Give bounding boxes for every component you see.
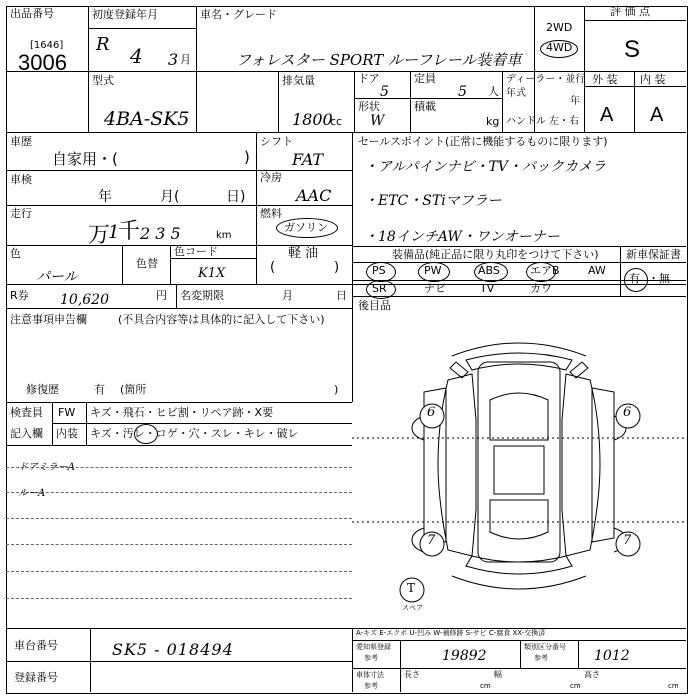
shaken-day: 日) bbox=[226, 189, 246, 205]
reg-label: 登録番号 bbox=[14, 671, 58, 684]
ext-value: A bbox=[600, 104, 614, 126]
car-damage-diagram bbox=[352, 300, 686, 628]
fuel-paren-open: ( bbox=[270, 260, 276, 275]
size-sub: 参考 bbox=[364, 682, 378, 690]
interior-label: 内装 bbox=[56, 427, 78, 440]
shaken-label: 車検 bbox=[10, 173, 32, 186]
ac-label: 冷房 bbox=[260, 171, 282, 184]
chassis-value: SK5 - 018494 bbox=[112, 640, 234, 659]
spare-tire: T bbox=[407, 581, 416, 595]
fw-items: キズ・飛石・ヒビ割・リペア跡・X要 bbox=[90, 406, 274, 419]
capacity-label: 定員 bbox=[414, 72, 436, 85]
car-name-label: 車名・グレード bbox=[200, 8, 277, 21]
load-unit: kg bbox=[486, 115, 500, 128]
mileage-unit: km bbox=[216, 230, 232, 241]
warranty-label: 新車保証書 bbox=[626, 248, 681, 261]
model-label: 型式 bbox=[92, 74, 114, 87]
fuel-paren-close: ) bbox=[334, 260, 340, 275]
disp-label: 排気量 bbox=[282, 74, 315, 87]
equip-airbag-circle bbox=[526, 262, 556, 282]
name-change-month: 月 bbox=[282, 289, 293, 302]
size-label: 車体寸法 bbox=[356, 671, 384, 679]
mileage-label: 走行 bbox=[10, 207, 32, 220]
handle-label: ハンドル 左・右 bbox=[506, 116, 580, 127]
seller-label: 愛知県登録 bbox=[356, 643, 391, 651]
fuel-label: 燃料 bbox=[260, 207, 282, 220]
equip-sr-circle bbox=[366, 280, 396, 299]
remark-1: ドアミラーA bbox=[18, 462, 75, 473]
fuel-gas: ガソリン bbox=[284, 221, 328, 234]
stain-circle bbox=[134, 424, 158, 444]
class-sub: 参考 bbox=[534, 654, 548, 662]
score-value: S bbox=[624, 36, 641, 63]
color-value: パール bbox=[36, 269, 78, 285]
history-label: 車歴 bbox=[10, 135, 32, 148]
tire-front-left: 6 bbox=[427, 405, 436, 420]
remark-2: ルーA bbox=[18, 488, 46, 499]
interior-items: キズ・汚レ・コゲ・穴・スレ・キレ・破レ bbox=[90, 427, 299, 440]
load-label: 積載 bbox=[414, 100, 436, 113]
ac-value: AAC bbox=[296, 186, 332, 205]
length-label: 長さ bbox=[404, 670, 420, 679]
r-ticket-value: 10,620 bbox=[60, 292, 109, 308]
drive-4wd: 4WD bbox=[546, 41, 573, 54]
shift-value: FAT bbox=[292, 150, 324, 169]
mileage-man: 万 bbox=[88, 223, 111, 248]
equip-leather: カワ bbox=[530, 282, 552, 295]
shape-value: W bbox=[370, 113, 385, 129]
equip-aw: AW bbox=[588, 264, 606, 277]
height-label: 高さ bbox=[584, 670, 600, 679]
sales-line-3: ・18インチAW・ワンオーナー bbox=[364, 229, 560, 245]
equip-navi: ナビ bbox=[424, 282, 446, 295]
model-year-label: 年式 bbox=[506, 88, 526, 99]
first-reg-year: 4 bbox=[130, 44, 143, 68]
shaken-year: 年 bbox=[98, 189, 112, 205]
notes-label: 注意事項申告欄 bbox=[10, 313, 87, 326]
shaken-month: 月( bbox=[160, 189, 180, 205]
notes-sub: (不具合内容等は具体的に記入して下さい) bbox=[118, 313, 325, 326]
history-close: ) bbox=[244, 148, 250, 166]
sales-line-2: ・ETC・STiマフラー bbox=[364, 193, 502, 209]
capacity-unit: 人 bbox=[488, 85, 499, 98]
model-value: 4BA-SK5 bbox=[104, 108, 190, 130]
disp-value: 1800 bbox=[292, 110, 333, 129]
warranty-yes: 有 bbox=[629, 272, 640, 285]
spare-label: スペア bbox=[402, 604, 423, 612]
class-label: 類別区分番号 bbox=[524, 643, 566, 651]
name-change-label: 名変期限 bbox=[180, 289, 224, 302]
repair-label: 修復歴 bbox=[26, 383, 59, 396]
damage-legend: A-キズ E-エクボ U-凹み W-補修跡 S-サビ C-腐食 XX-交換済 bbox=[356, 629, 546, 637]
record-label: 記入欄 bbox=[10, 427, 43, 440]
repair-value: 有 bbox=[94, 383, 105, 396]
seller-sub: 参考 bbox=[364, 654, 378, 662]
equip-ps: PS bbox=[372, 264, 386, 277]
lot-sub: [1646] bbox=[30, 40, 64, 51]
color-code-value: K1X bbox=[198, 266, 226, 281]
fuel-diesel: 軽 油 bbox=[288, 246, 319, 261]
recolor-label: 色替 bbox=[136, 257, 158, 270]
equip-abs: ABS bbox=[478, 264, 500, 277]
equip-pw-circle bbox=[418, 262, 450, 282]
disp-unit: cc bbox=[330, 115, 343, 128]
chassis-label: 車台番号 bbox=[14, 639, 58, 652]
color-label: 色 bbox=[10, 247, 21, 260]
width-label: 幅 bbox=[494, 670, 502, 679]
repair-place: (箇所 bbox=[120, 383, 147, 396]
door-label: ドア bbox=[358, 72, 380, 85]
dealer-label: ディーラー・並行 bbox=[506, 74, 586, 85]
class-value: 1012 bbox=[594, 648, 630, 664]
warranty-no: ・無 bbox=[648, 272, 670, 285]
seller-value: 19892 bbox=[442, 648, 487, 664]
ext-label: 外 装 bbox=[592, 73, 618, 86]
door-value: 5 bbox=[380, 84, 389, 100]
height-unit: cm bbox=[668, 682, 679, 690]
tire-rear-right: 7 bbox=[623, 533, 632, 548]
color-code-label: 色コード bbox=[174, 245, 218, 258]
equip-tv: TV bbox=[480, 282, 495, 295]
name-change-day: 日 bbox=[336, 289, 347, 302]
shape-label: 形状 bbox=[358, 100, 380, 113]
r-ticket-unit: 円 bbox=[156, 289, 167, 302]
shift-label: シフト bbox=[260, 135, 293, 148]
length-unit: cm bbox=[480, 682, 491, 690]
repair-close: ) bbox=[334, 383, 339, 396]
tire-rear-left: 7 bbox=[427, 533, 436, 548]
history-value: 自家用・( bbox=[52, 150, 118, 168]
tire-front-right: 6 bbox=[623, 405, 632, 420]
lot-label: 出品番号 bbox=[10, 7, 54, 20]
model-year-unit: 年 bbox=[570, 96, 580, 107]
capacity-value: 5 bbox=[458, 84, 467, 100]
equip-pw: PW bbox=[424, 264, 442, 277]
sales-title: セールスポイント(正常に機能するものに限ります) bbox=[358, 135, 608, 148]
first-reg-label: 初度登録年月 bbox=[92, 8, 158, 21]
first-reg-month: 3 bbox=[168, 50, 179, 69]
fw-label: FW bbox=[58, 406, 76, 419]
r-ticket-label: R券 bbox=[10, 289, 29, 302]
equip-ps-circle bbox=[366, 262, 396, 282]
equip-abs-circle bbox=[474, 262, 508, 282]
mileage-sen: 千 bbox=[118, 219, 141, 244]
equip-title: 装備品(純正品に限り丸印をつけて下さい) bbox=[392, 248, 599, 261]
score-label: 評 価 点 bbox=[610, 5, 650, 18]
equip-sr: SR bbox=[372, 282, 387, 295]
equip-airbag: エアB bbox=[530, 264, 560, 277]
mileage-digits: 2 3 5 bbox=[140, 224, 181, 243]
width-unit: cm bbox=[570, 682, 581, 690]
rear-seat-label: 後目品 bbox=[358, 299, 391, 312]
inspector-label: 検査員 bbox=[10, 406, 43, 419]
drive-2wd: 2WD bbox=[546, 21, 573, 34]
int-label: 内 装 bbox=[640, 73, 666, 86]
first-reg-month-unit: 月 bbox=[180, 53, 191, 66]
int-value: A bbox=[650, 104, 664, 126]
car-name: フォレスター SPORT ルーフレール装着車 bbox=[236, 51, 522, 69]
first-reg-era: R bbox=[96, 34, 110, 55]
lot-number: 3006 bbox=[18, 50, 67, 75]
sales-line-1: ・アルパインナビ・TV・バックカメラ bbox=[364, 159, 606, 175]
mileage-hw1: 1 bbox=[108, 222, 120, 243]
